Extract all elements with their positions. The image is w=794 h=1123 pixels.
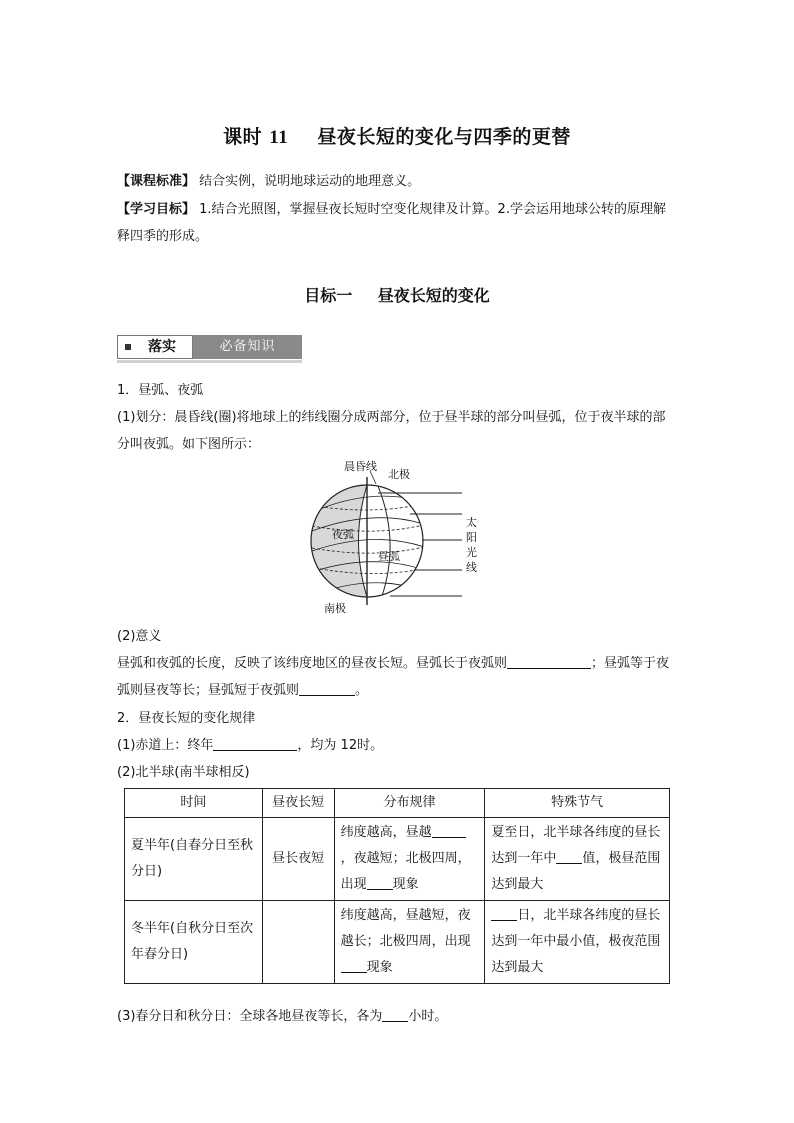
learning-goals-text: 1.结合光照图，掌握昼夜长短时空变化规律及计算。2.学会运用地球公转的原理解释四季的形成。 [117, 202, 666, 244]
special-text: 值，极昼范围达到最大 [491, 851, 661, 892]
s1-heading: 1．昼弧、夜弧 [117, 383, 204, 398]
table-cell-rule [334, 901, 485, 984]
banner-divider [117, 360, 302, 363]
answer-blank[interactable] [507, 654, 591, 669]
banner-left [117, 335, 193, 359]
title-prefix: 课时 [223, 126, 263, 148]
table-cell-time: 冬半年(自秋分日至次年春分日) [125, 901, 263, 984]
rule-text: 现象 [366, 960, 393, 975]
sun-ray-label-2: 阳 [466, 531, 477, 544]
table-row [125, 818, 670, 901]
south-pole-label: 南极 [324, 602, 346, 615]
section-prefix: 目标一 [304, 286, 353, 305]
answer-blank[interactable] [367, 875, 393, 890]
night-arc-label: 夜弧 [332, 528, 354, 541]
equator-text-1: (1)赤道上：终年 [117, 738, 214, 753]
table-cell-special [485, 818, 670, 901]
sun-ray-label-4: 线 [466, 561, 477, 574]
equator-line [117, 732, 677, 759]
answer-blank[interactable] [382, 1007, 408, 1022]
title-number: 11 [269, 127, 289, 148]
section-text: 昼夜长短的变化 [377, 286, 490, 305]
table-cell-time: 夏半年(自春分日至秋分日) [125, 818, 263, 901]
rule-text: ，夜越短；北极四周，出现 [340, 851, 471, 892]
table-cell-length: 昼长夜短 [262, 818, 334, 901]
answer-blank[interactable] [299, 681, 355, 696]
table-cell-rule [334, 818, 485, 901]
banner-right: 必备知识 [193, 335, 302, 359]
day-arc-label: 昼弧 [378, 550, 400, 563]
s1b-text-1: 昼弧和夜弧的长度，反映了该纬度地区的昼夜长短。昼弧长于夜弧则 [117, 656, 508, 671]
answer-blank[interactable] [341, 958, 367, 973]
s1-paragraph: (1)划分：晨昏线(圈)将地球上的纬线圈分成两部分，位于昼半球的部分叫昼弧，位于夜半球的部分叫夜弧。如下图所示： [117, 410, 666, 452]
north-pole-label: 北极 [388, 468, 410, 481]
table-header: 昼夜长短 [262, 789, 334, 818]
equinox-text-1: (3)春分日和秋分日：全球各地昼夜等长，各为 [117, 1009, 383, 1024]
s1b-text-2: ；昼弧等于夜弧则昼夜等长；昼弧短于夜弧则 [117, 656, 670, 698]
answer-blank[interactable] [556, 849, 582, 864]
sun-ray-label-1: 太 [466, 516, 477, 529]
banner-left-label: 落实 [148, 339, 176, 355]
table-header: 时间 [125, 789, 263, 818]
special-text: 夏至日，北半球各纬度的昼长达到一年中 [491, 825, 661, 866]
equinox-line [117, 1003, 677, 1030]
learning-goals [117, 196, 677, 250]
section-title [0, 283, 794, 306]
table-header: 分布规律 [334, 789, 485, 818]
sun-ray-label-3: 光 [466, 546, 477, 559]
northern-hemisphere-heading: (2)北半球(南半球相反) [117, 765, 250, 780]
course-standard [117, 168, 677, 195]
course-standard-text: 结合实例，说明地球运动的地理意义。 [199, 174, 421, 189]
knowledge-banner [117, 335, 302, 359]
equator-text-2: ，均为 12时。 [297, 738, 384, 753]
title-text: 昼夜长短的变化与四季的更替 [317, 126, 571, 148]
terminator-label: 晨昏线 [344, 460, 377, 473]
table-row [125, 901, 670, 984]
s1b-text-3: 。 [355, 683, 369, 698]
s1b-paragraph [117, 650, 677, 704]
page-title [0, 122, 794, 149]
answer-blank[interactable] [491, 906, 517, 921]
s2-heading: 2．昼夜长短的变化规律 [117, 711, 256, 726]
answer-blank[interactable] [432, 823, 466, 838]
s1b-heading: (2)意义 [117, 629, 162, 644]
table-cell-special [485, 901, 670, 984]
answer-blank[interactable] [213, 736, 297, 751]
course-standard-label: 【课程标准】 [117, 174, 196, 189]
table-header: 特殊节气 [485, 789, 670, 818]
rule-text: 纬度越高，昼越 [340, 825, 432, 840]
special-text: 日，北半球各纬度的昼长达到一年中最小值，极夜范围达到最大 [491, 908, 661, 975]
square-bullet-icon [125, 344, 131, 350]
equinox-text-2: 小时。 [408, 1009, 448, 1024]
day-night-arc-diagram [310, 456, 490, 620]
table-header-row [125, 789, 670, 818]
rule-text: 纬度越高，昼越短，夜越长；北极四周，出现 [340, 908, 471, 949]
day-night-table [124, 788, 670, 984]
sun-rays [378, 493, 462, 596]
table-cell-length [262, 901, 334, 984]
rule-text: 现象 [392, 877, 419, 892]
learning-goals-label: 【学习目标】 [117, 202, 196, 217]
